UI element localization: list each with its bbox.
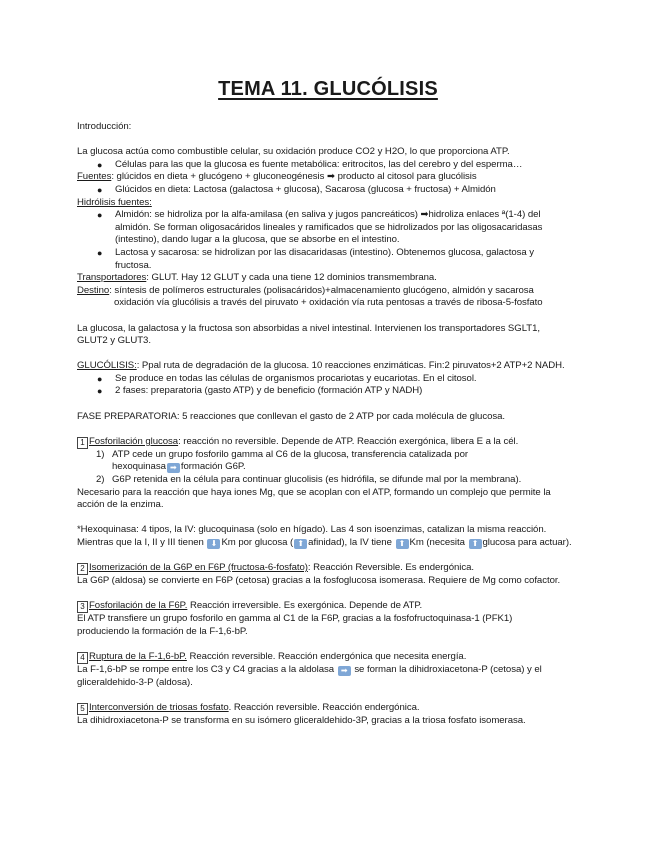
numbered-item: 2) G6P retenida en la célula para continuar glucolisis (es hidrófila, se difunde mal por la membrana). — [96, 474, 522, 486]
page-title: TEMA 11. GLUCÓLISIS — [218, 78, 438, 100]
hexoquinasa-line: *Hexoquinasa: 4 tipos, la IV: glucoquinasa (solo en hígado). Las 4 son isoenzimas, catalizan la misma reacción. — [77, 524, 547, 536]
list-item: ● Lactosa y sacarosa: se hidrolizan por las disacaridasas (intestino). Obtenemos glucosa, galactosa y — [97, 246, 534, 258]
glucolisis-line: GLUCÓLISIS:: Ppal ruta de degradación de la glucosa. 10 reacciones enzimáticas. Fin:2 piruvatos+2 ATP+2 NADH. — [77, 360, 565, 372]
step-4-heading: 4 Ruptura de la F-1,6-bP. Reacción reversible. Reacción endergónica que necesita energía. — [77, 651, 579, 664]
list-item-continued: (intestino), dando lugar a la glucosa, que se absorbe en el intestino. — [115, 234, 400, 246]
list-item-continued: fructosa. — [115, 259, 152, 271]
step-number-box: 2 — [77, 563, 88, 575]
paragraph-line: La dihidroxiacetona-P se transforma en su isómero gliceraldehido-3P, gracias a la triosa fosfato isomerasa. — [77, 714, 526, 726]
bullet-icon: ● — [97, 184, 103, 195]
intro-heading: Introducción: — [77, 121, 132, 132]
absorption-line: La glucosa, la galactosa y la fructosa son absorbidas a nivel intestinal. Intervienen los transportadores SGLT1, — [77, 322, 540, 334]
destino-line-continued: oxidación vía glucólisis a través del piruvato + oxidación vía ruta pentosas a través de ribosa-5-fosfato — [114, 297, 543, 309]
bullet-icon: ● — [97, 210, 103, 221]
step-number-box: 4 — [77, 652, 88, 664]
step-2-heading: 2 Isomerización de la G6P en F6P (fructosa-6-fosfato): Reacción Reversible. Es endergónica. — [77, 562, 579, 575]
numbered-item-continued: hexoquinasa ➡ formación G6P. — [112, 461, 246, 473]
hexoquinasa-line: Mientras que la I, II y III tienen ⬇ Km por glucosa ( ⬆ afinidad), la IV tiene ⬆ Km (necesita ⬆ glucosa para actuar). — [77, 537, 572, 548]
list-item: ● 2 fases: preparatoria (gasto ATP) y de beneficio (formación ATP y NADH) — [97, 385, 423, 397]
intro-line: La glucosa actúa como combustible celular, su oxidación produce CO2 y H2O, lo que proporciona ATP. — [77, 146, 510, 158]
list-item: ● Glúcidos en dieta: Lactosa (galactosa + glucosa), Sacarosa (glucosa + fructosa) + Almidón — [97, 183, 496, 195]
step-number-box: 3 — [77, 601, 88, 613]
arrow-up-icon: ⬆ — [294, 539, 307, 549]
numbered-item: 1) ATP cede un grupo fosforilo gamma al C6 de la glucosa, transferencia catalizada por — [96, 448, 468, 460]
list-item: ● Se produce en todas las células de organismos procariotas y eucariotas. En el citosol. — [97, 372, 477, 384]
fuentes-line: Fuentes: glúcidos en dieta + glucógeno + gluconeogénesis ➡ producto al citosol para glucólisis — [77, 171, 477, 183]
step-5-heading: 5 Interconversión de triosas fosfato. Reacción reversible. Reacción endergónica. — [77, 702, 579, 715]
arrow-up-icon: ⬆ — [396, 539, 409, 549]
step-number-box: 1 — [77, 437, 88, 449]
absorption-line: GLUT2 y GLUT3. — [77, 335, 151, 347]
list-item: ● Almidón: se hidroliza por la alfa-amilasa (en saliva y jugos pancreáticos) ➡hidroliza enlaces ª(1-4) del — [97, 209, 541, 221]
step-1-heading: 1 Fosforilación glucosa: reacción no reversible. Depende de ATP. Reacción exergónica, libera E a la cél. — [77, 436, 579, 449]
paragraph-line: Necesario para la reacción que haya iones Mg, que se acoplan con el ATP, formando un complejo que permite la — [77, 486, 551, 498]
transportadores-line: Transportadores: GLUT. Hay 12 GLUT y cada una tiene 12 dominios transmembrana. — [77, 272, 437, 284]
paragraph-line: acción de la enzima. — [77, 499, 164, 511]
bullet-icon: ● — [97, 247, 103, 258]
paragraph-line: El ATP transfiere un grupo fosforilo en gamma al C1 de la F6P, gracias a la fosfofructoquinasa-1 (PFK1) — [77, 613, 513, 625]
destino-line: Destino: síntesis de polímeros estructurales (polisacáridos)+almacenamiento glucógeno, almidón y sacarosa — [77, 284, 534, 296]
arrow-right-icon: ➡ — [167, 463, 180, 473]
list-item: ● Células para las que la glucosa es fuente metabólica: eritrocitos, las del cerebro y del esperma… — [97, 158, 523, 170]
bullet-icon: ● — [97, 159, 103, 170]
hidrolisis-heading: Hidrólisis fuentes: — [77, 196, 152, 208]
paragraph-line: La F-1,6-bP se rompe entre los C3 y C4 gracias a la aldolasa ➡ se forman la dihidroxiacetona-P (cetosa) y el — [77, 664, 542, 676]
paragraph-line: produciendo la formación de la F-1,6-bP. — [77, 625, 248, 637]
paragraph-line: gliceraldehido-3-P (aldosa). — [77, 676, 193, 688]
fuentes-label: Fuentes — [77, 171, 112, 183]
fase-preparatoria: FASE PREPARATORIA: 5 reacciones que conllevan el gasto de 2 ATP por cada molécula de glucosa. — [77, 410, 506, 422]
bullet-icon: ● — [97, 373, 103, 384]
arrow-right-icon: ➡ — [338, 666, 351, 676]
bullet-icon: ● — [97, 386, 103, 397]
step-number-box: 5 — [77, 703, 88, 715]
arrow-down-icon: ⬇ — [207, 539, 220, 549]
list-item-continued: almidón. Se forman oligosacáridos lineales y ramificados que se hidrolizados por las oligosacaridasas — [115, 221, 543, 233]
paragraph-line: La G6P (aldosa) se convierte en F6P (cetosa) gracias a la fosfoglucosa isomerasa. Requiere de Mg como cofactor. — [77, 575, 561, 587]
arrow-up-icon: ⬆ — [469, 539, 482, 549]
step-3-heading: 3 Fosforilación de la F6P. Reacción irreversible. Es exergónica. Depende de ATP. — [77, 600, 579, 613]
